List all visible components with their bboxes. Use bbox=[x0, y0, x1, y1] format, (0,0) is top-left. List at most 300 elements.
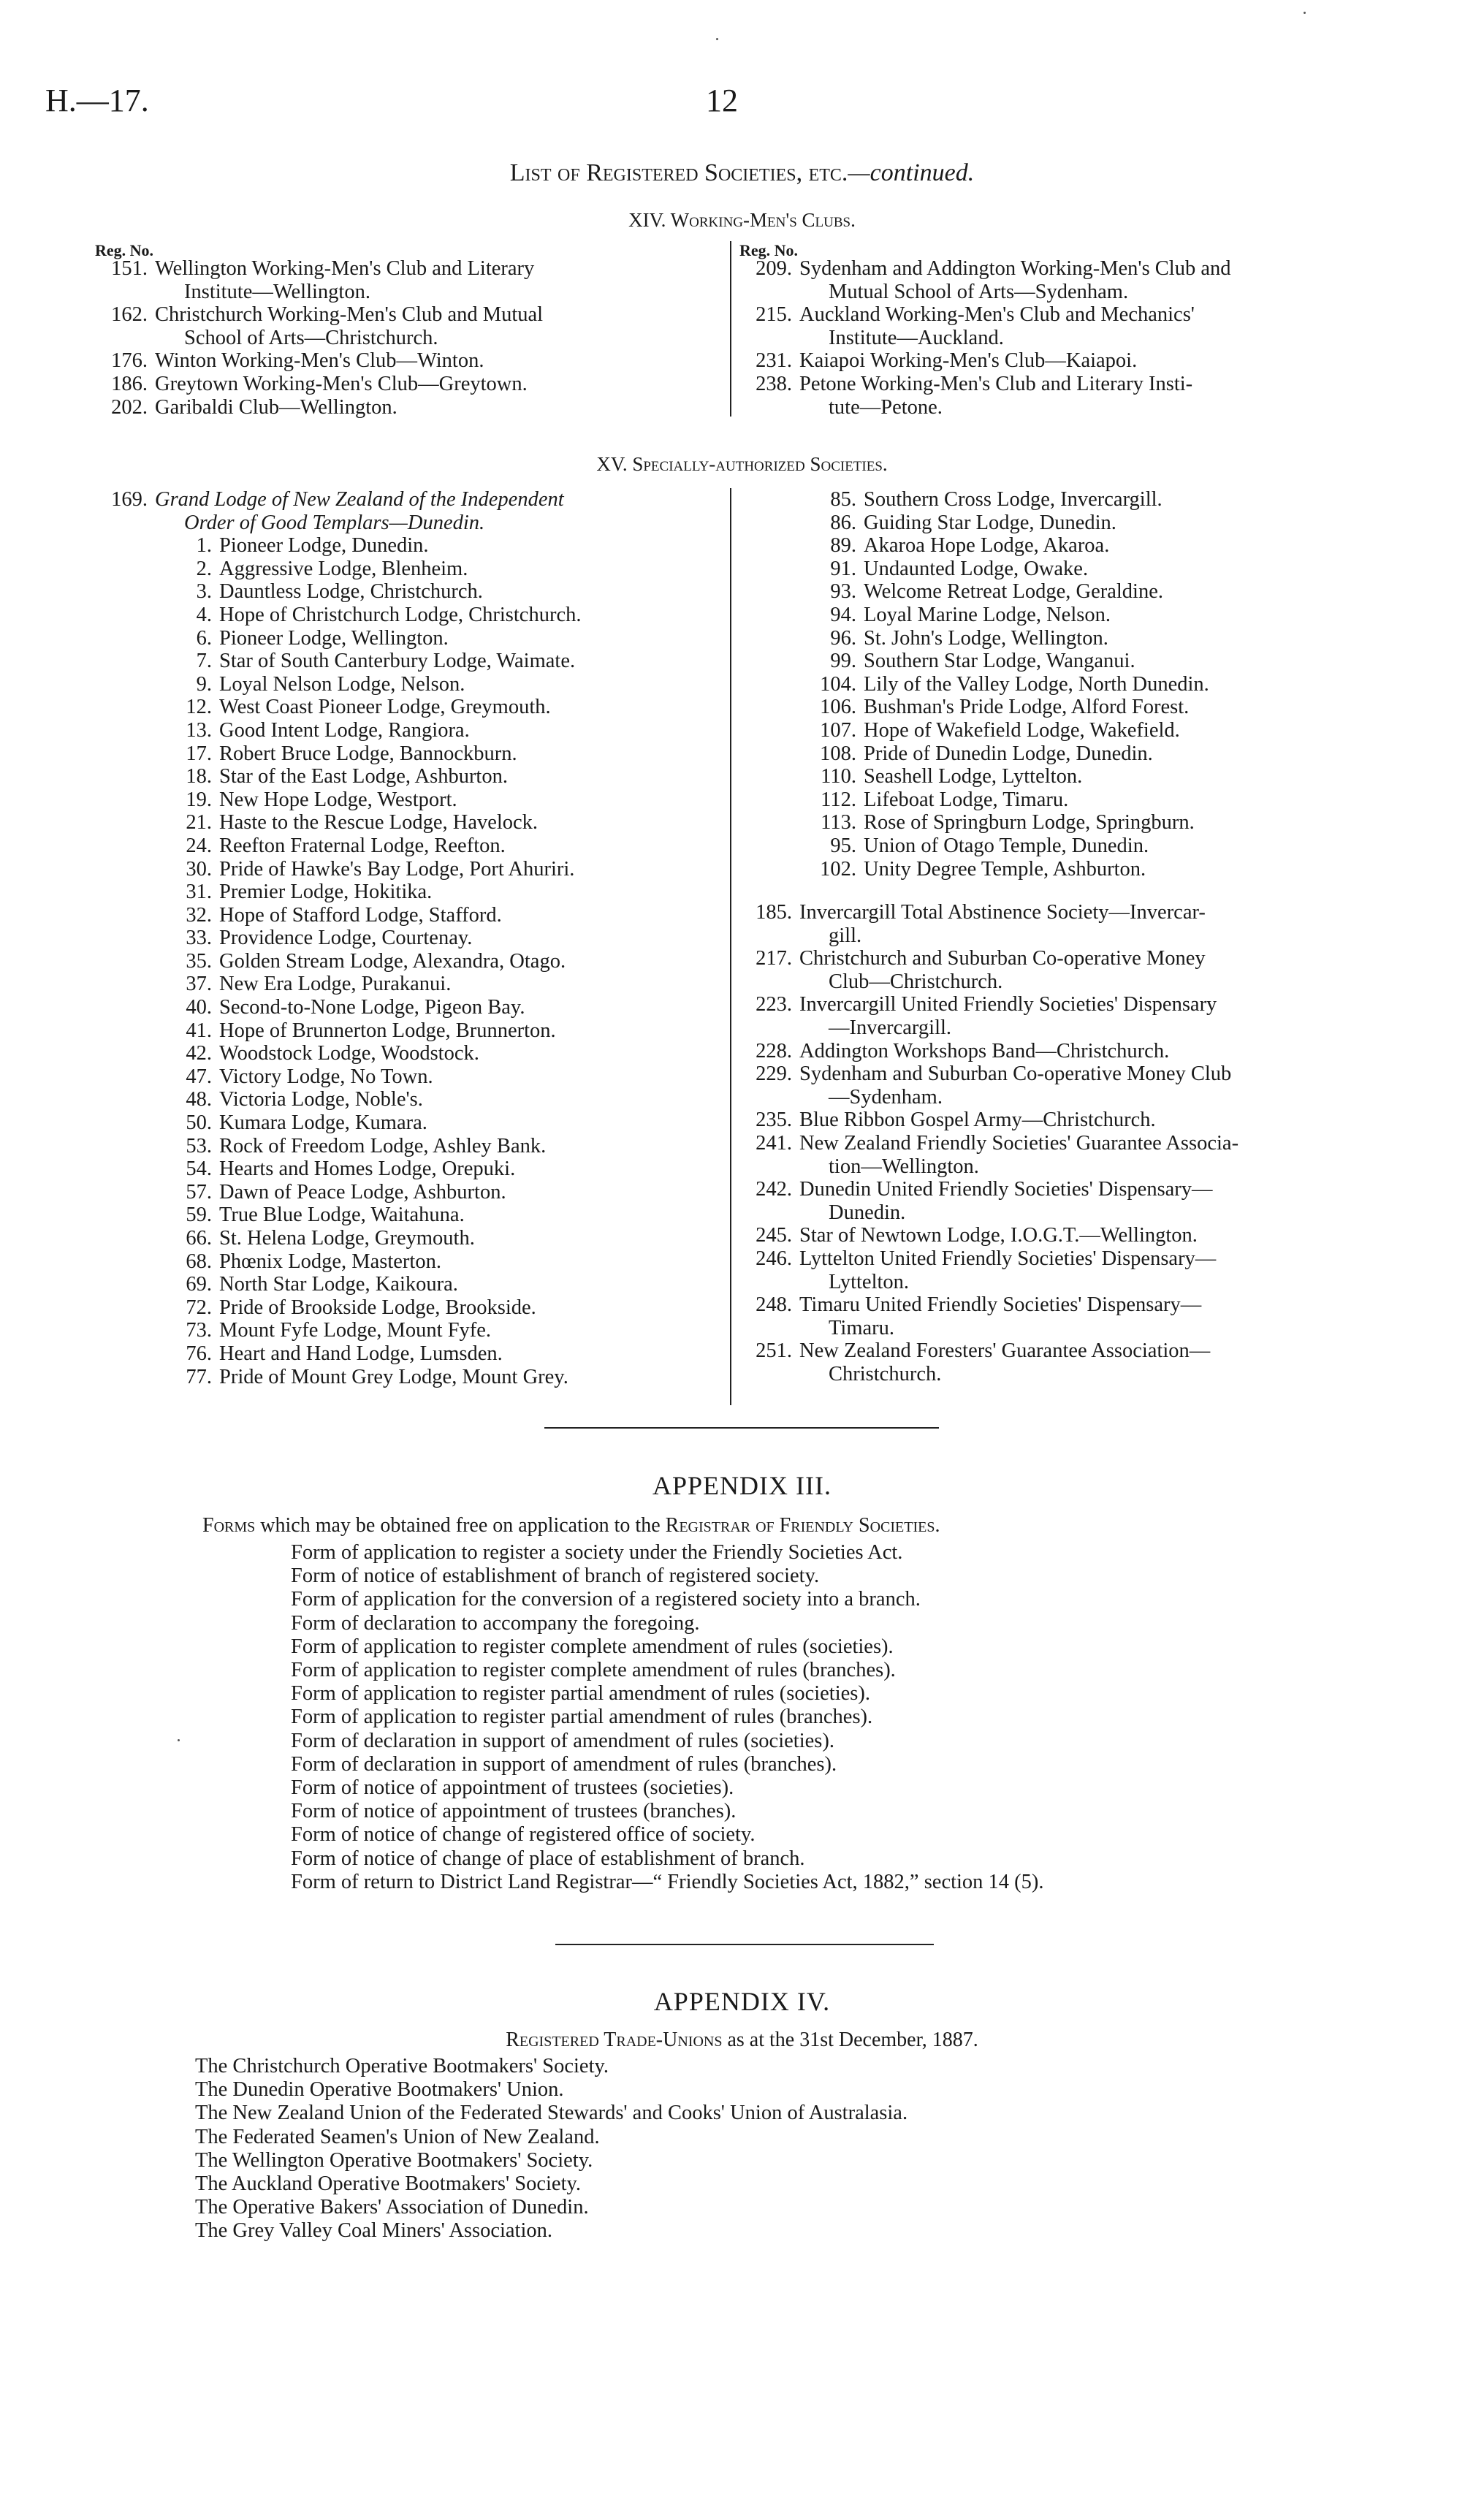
entry-text: Lily of the Valley Lodge, North Dunedin. bbox=[864, 672, 1209, 696]
list-item bbox=[95, 788, 731, 812]
reg-number: 169. bbox=[111, 488, 148, 511]
entry-text: Star of the East Lodge, Ashburton. bbox=[219, 765, 508, 788]
list-item bbox=[95, 1135, 731, 1158]
entry-text: Akaroa Hope Lodge, Akaroa. bbox=[864, 534, 1110, 558]
reg-number: 13. bbox=[186, 718, 212, 742]
entry-text: St. John's Lodge, Wellington. bbox=[864, 626, 1108, 650]
entry-text: Star of Newtown Lodge, I.O.G.T.—Wellington. bbox=[799, 1224, 1198, 1247]
reg-number bbox=[739, 281, 799, 304]
list-item bbox=[95, 834, 731, 858]
entry-text: Dauntless Lodge, Christchurch. bbox=[219, 580, 483, 604]
column-divider-xv bbox=[730, 488, 731, 1405]
scan-speck bbox=[178, 1739, 180, 1741]
form-item: Form of application to register partial amendment of rules (branches). bbox=[291, 1706, 873, 1729]
entry-text: Christchurch Working-Men's Club and Mutual bbox=[155, 303, 544, 327]
entry-text: Order of Good Templars—Dunedin. bbox=[184, 511, 485, 534]
union-item: The Federated Seamen's Union of New Zealand. bbox=[195, 2125, 600, 2148]
entry-text: Second-to-None Lodge, Pigeon Bay. bbox=[219, 996, 525, 1019]
entry-text: Institute—Auckland. bbox=[829, 326, 1004, 349]
reg-number: 40. bbox=[186, 996, 212, 1019]
entry-text: Golden Stream Lodge, Alexandra, Otago. bbox=[219, 949, 566, 973]
appendix-iii-title: APPENDIX III. bbox=[652, 1471, 832, 1500]
form-item: Form of declaration in support of amendment of rules (societies). bbox=[291, 1729, 834, 1752]
reg-number: 95. bbox=[830, 834, 856, 857]
list-item bbox=[739, 1339, 1397, 1363]
reg-number: 68. bbox=[186, 1250, 212, 1273]
intro-registered: Registered Trade-Unions bbox=[506, 2029, 723, 2051]
union-item: The New Zealand Union of the Federated Stewards' and Cooks' Union of Australasia. bbox=[195, 2102, 908, 2125]
list-item bbox=[739, 924, 1397, 948]
entry-text: Pride of Mount Grey Lodge, Mount Grey. bbox=[219, 1365, 568, 1388]
reg-number: 53. bbox=[186, 1134, 212, 1157]
reg-number: 33. bbox=[186, 927, 212, 950]
entry-text: Hope of Stafford Lodge, Stafford. bbox=[219, 903, 502, 927]
list-item bbox=[739, 650, 1397, 673]
reg-number: 99. bbox=[830, 650, 856, 673]
list-item bbox=[95, 1227, 731, 1250]
entry-text: Star of South Canterbury Lodge, Waimate. bbox=[219, 650, 576, 673]
list-item bbox=[95, 927, 731, 950]
reg-number bbox=[739, 327, 799, 350]
list-item bbox=[739, 1109, 1397, 1132]
list-title-suffix: —continued. bbox=[848, 159, 975, 186]
entry-text: Hope of Wakefield Lodge, Wakefield. bbox=[864, 718, 1180, 742]
reg-number: 242. bbox=[756, 1178, 792, 1201]
section-xiv-left-list bbox=[95, 257, 723, 419]
form-item: Form of application to register complete amendment of rules (branches). bbox=[291, 1659, 896, 1682]
form-item: Form of notice of appointment of trustees (branches). bbox=[291, 1800, 737, 1823]
entry-text: True Blue Lodge, Waitahuna. bbox=[219, 1204, 465, 1227]
section-xv-title: XV. Specially-authorized Societies. bbox=[596, 453, 888, 475]
list-item bbox=[95, 742, 731, 766]
entry-text: Pride of Hawke's Bay Lodge, Port Ahuriri. bbox=[219, 857, 575, 881]
reg-number: 102. bbox=[820, 857, 856, 881]
entry-text: Winton Working-Men's Club—Winton. bbox=[155, 349, 484, 373]
list-item bbox=[95, 281, 723, 304]
reg-number: 238. bbox=[756, 372, 792, 395]
intro-rest: as at the 31st December, 1887. bbox=[727, 2029, 978, 2051]
reg-number: 112. bbox=[821, 788, 856, 811]
reg-number: 186. bbox=[111, 372, 148, 395]
scan-speck bbox=[716, 38, 718, 40]
reg-number: 3. bbox=[196, 580, 212, 604]
list-item bbox=[739, 558, 1397, 581]
reg-number: 248. bbox=[756, 1293, 792, 1317]
reg-number: 245. bbox=[756, 1224, 792, 1247]
list-item bbox=[95, 1319, 731, 1342]
entry-text: Wellington Working-Men's Club and Literary bbox=[155, 257, 535, 280]
list-item bbox=[739, 788, 1397, 812]
list-item bbox=[739, 765, 1397, 788]
list-item bbox=[95, 1042, 731, 1065]
list-item bbox=[95, 904, 731, 927]
entry-text: Southern Cross Lodge, Invercargill. bbox=[864, 488, 1163, 511]
union-item: The Christchurch Operative Bootmakers' Society. bbox=[195, 2055, 609, 2077]
entry-text: Petone Working-Men's Club and Literary Insti- bbox=[799, 372, 1193, 395]
reg-number bbox=[739, 1201, 799, 1225]
appendix-iii-intro bbox=[202, 1514, 940, 1537]
entry-text: Phœnix Lodge, Masterton. bbox=[219, 1250, 441, 1273]
form-item: Form of application to register complete amendment of rules (societies). bbox=[291, 1635, 894, 1658]
entry-text: New Zealand Friendly Societies' Guarantee Associa- bbox=[799, 1132, 1239, 1155]
reg-number: 17. bbox=[186, 742, 212, 765]
reg-number: 86. bbox=[830, 511, 856, 534]
reg-number bbox=[739, 924, 799, 948]
list-item bbox=[95, 558, 731, 581]
list-item bbox=[739, 1016, 1397, 1040]
list-item bbox=[95, 349, 723, 373]
list-item bbox=[95, 627, 731, 650]
entry-text: Club—Christchurch. bbox=[829, 970, 1003, 993]
page-number: 12 bbox=[706, 83, 738, 118]
list-item bbox=[739, 1132, 1397, 1155]
form-item: Form of application for the conversion of a registered society into a branch. bbox=[291, 1588, 921, 1611]
entry-text: Bushman's Pride Lodge, Alford Forest. bbox=[864, 696, 1190, 719]
list-item bbox=[739, 1178, 1397, 1201]
entry-text: New Era Lodge, Purakanui. bbox=[219, 973, 452, 996]
reg-number: 48. bbox=[186, 1088, 212, 1111]
list-item bbox=[739, 742, 1397, 766]
list-item bbox=[95, 650, 731, 673]
reg-number bbox=[739, 970, 799, 994]
reg-number: 104. bbox=[820, 672, 856, 696]
list-item bbox=[739, 696, 1397, 719]
reg-number: 12. bbox=[186, 696, 212, 719]
reg-number: 113. bbox=[821, 811, 856, 834]
entry-text: Undaunted Lodge, Owake. bbox=[864, 557, 1089, 580]
entry-text: Guiding Star Lodge, Dunedin. bbox=[864, 511, 1116, 534]
list-item bbox=[95, 719, 731, 742]
entry-text: Sydenham and Suburban Co-operative Money Club bbox=[799, 1062, 1232, 1086]
union-item: The Wellington Operative Bootmakers' Society. bbox=[195, 2148, 593, 2172]
list-item bbox=[739, 1201, 1397, 1225]
reg-number bbox=[739, 1155, 799, 1179]
entry-text: Hearts and Homes Lodge, Orepuki. bbox=[219, 1157, 516, 1181]
reg-number: 6. bbox=[196, 626, 212, 650]
entry-text: Haste to the Rescue Lodge, Havelock. bbox=[219, 811, 539, 834]
reg-number: 110. bbox=[821, 765, 856, 788]
list-item bbox=[95, 1296, 731, 1320]
list-item bbox=[95, 1250, 731, 1274]
reg-number bbox=[739, 1086, 799, 1109]
entry-text: Heart and Hand Lodge, Lumsden. bbox=[219, 1342, 503, 1365]
section-xv-right-list bbox=[739, 488, 1397, 1386]
list-item bbox=[739, 627, 1397, 650]
reg-number: 57. bbox=[186, 1180, 212, 1204]
section-xv-left-list bbox=[95, 488, 731, 1388]
reg-number: 229. bbox=[756, 1062, 792, 1086]
form-item: Form of return to District Land Registrar—“ Friendly Societies Act, 1882,” section 14 (5). bbox=[291, 1870, 1044, 1893]
list-item bbox=[95, 327, 723, 350]
reg-number: 151. bbox=[111, 257, 148, 280]
list-item bbox=[739, 1317, 1397, 1340]
entry-text: Blue Ribbon Gospel Army—Christchurch. bbox=[799, 1109, 1156, 1132]
list-item bbox=[739, 1271, 1397, 1294]
entry-text: Auckland Working-Men's Club and Mechanics' bbox=[799, 303, 1195, 327]
list-item bbox=[739, 1247, 1397, 1271]
entry-text: Timaru United Friendly Societies' Dispensary— bbox=[799, 1293, 1202, 1317]
entry-text: Lyttelton United Friendly Societies' Dispensary— bbox=[799, 1247, 1217, 1270]
list-item bbox=[739, 512, 1397, 535]
list-item bbox=[739, 534, 1397, 558]
list-item bbox=[739, 580, 1397, 604]
entry-text: Timaru. bbox=[829, 1316, 895, 1339]
entry-text: Seashell Lodge, Lyttelton. bbox=[864, 765, 1083, 788]
entry-text: Woodstock Lodge, Woodstock. bbox=[219, 1042, 479, 1065]
list-item bbox=[95, 396, 723, 419]
list-item bbox=[739, 281, 1397, 304]
reg-number bbox=[95, 327, 155, 350]
entry-text: Dunedin. bbox=[829, 1201, 906, 1224]
entry-text: Mutual School of Arts—Sydenham. bbox=[829, 280, 1129, 303]
reg-number bbox=[739, 396, 799, 419]
reg-number: 94. bbox=[830, 603, 856, 626]
entry-text: Premier Lodge, Hokitika. bbox=[219, 881, 433, 904]
reg-number: 91. bbox=[830, 557, 856, 580]
reg-number: 21. bbox=[186, 811, 212, 834]
reg-number: 246. bbox=[756, 1247, 792, 1270]
reg-number: 32. bbox=[186, 903, 212, 927]
list-item bbox=[739, 257, 1397, 281]
forms-list bbox=[291, 1541, 1044, 1894]
trade-unions-list bbox=[195, 2055, 907, 2243]
reg-no-label-left: Reg. No. bbox=[95, 241, 154, 259]
entry-text: Dunedin United Friendly Societies' Dispensary— bbox=[799, 1178, 1213, 1201]
list-item bbox=[95, 580, 731, 604]
entry-text: Pioneer Lodge, Dunedin. bbox=[219, 534, 429, 558]
list-item bbox=[739, 811, 1397, 834]
reg-number bbox=[739, 1271, 799, 1294]
entry-text: —Invercargill. bbox=[829, 1016, 952, 1040]
entry-text: Victoria Lodge, Noble's. bbox=[219, 1088, 423, 1111]
reg-number bbox=[95, 281, 155, 304]
form-item: Form of notice of change of registered office of society. bbox=[291, 1823, 756, 1847]
list-item bbox=[95, 950, 731, 973]
reg-number: 108. bbox=[820, 742, 856, 765]
form-item: Form of application to register a society under the Friendly Societies Act. bbox=[291, 1541, 903, 1564]
entry-text: Kumara Lodge, Kumara. bbox=[219, 1111, 427, 1135]
reg-number: 2. bbox=[196, 557, 212, 580]
list-item bbox=[739, 993, 1397, 1016]
list-item bbox=[95, 1273, 731, 1296]
entry-text: Good Intent Lodge, Rangiora. bbox=[219, 718, 470, 742]
reg-number: 251. bbox=[756, 1339, 792, 1363]
reg-number: 96. bbox=[830, 626, 856, 650]
reg-number: 41. bbox=[186, 1019, 212, 1042]
reg-number: 76. bbox=[186, 1342, 212, 1365]
separator-rule bbox=[544, 1427, 939, 1429]
reg-number: 77. bbox=[186, 1365, 212, 1388]
list-item bbox=[95, 604, 731, 627]
reg-number: 31. bbox=[186, 881, 212, 904]
list-item bbox=[95, 1111, 731, 1135]
entry-text: North Star Lodge, Kaikoura. bbox=[219, 1273, 458, 1296]
reg-number: 231. bbox=[756, 349, 792, 373]
entry-text: Union of Otago Temple, Dunedin. bbox=[864, 834, 1149, 857]
reg-number: 69. bbox=[186, 1273, 212, 1296]
entry-text: Hope of Brunnerton Lodge, Brunnerton. bbox=[219, 1019, 556, 1042]
list-item bbox=[739, 1363, 1397, 1386]
list-item bbox=[95, 996, 731, 1019]
list-item bbox=[95, 673, 731, 696]
reg-number: 215. bbox=[756, 303, 792, 327]
entry-text: Hope of Christchurch Lodge, Christchurch. bbox=[219, 603, 582, 626]
entry-text: —Sydenham. bbox=[829, 1085, 943, 1109]
list-item bbox=[739, 1062, 1397, 1086]
list-item bbox=[95, 1204, 731, 1227]
appendix-iv-title: APPENDIX IV. bbox=[653, 1987, 831, 2016]
reg-number: 107. bbox=[820, 718, 856, 742]
list-item bbox=[95, 512, 731, 535]
entry-text: Loyal Nelson Lodge, Nelson. bbox=[219, 672, 465, 696]
form-item: Form of notice of appointment of trustees (societies). bbox=[291, 1776, 734, 1800]
reg-number: 54. bbox=[186, 1157, 212, 1181]
list-item bbox=[739, 1155, 1397, 1179]
entry-text: Pioneer Lodge, Wellington. bbox=[219, 626, 449, 650]
reg-number: 35. bbox=[186, 949, 212, 973]
list-item bbox=[739, 396, 1397, 419]
entry-text: Sydenham and Addington Working-Men's Club and bbox=[799, 257, 1231, 280]
entry-text: Victory Lodge, No Town. bbox=[219, 1065, 433, 1088]
column-divider bbox=[730, 241, 731, 417]
entry-text: Lyttelton. bbox=[829, 1270, 910, 1293]
reg-number: 19. bbox=[186, 788, 212, 811]
intro-middle: which may be obtained free on application to the bbox=[260, 1514, 661, 1537]
entry-text: Reefton Fraternal Lodge, Reefton. bbox=[219, 834, 506, 857]
list-item bbox=[95, 811, 731, 834]
list-item bbox=[739, 1224, 1397, 1247]
separator-rule-2 bbox=[555, 1944, 934, 1945]
entry-text: Dawn of Peace Lodge, Ashburton. bbox=[219, 1180, 506, 1204]
list-item bbox=[739, 1293, 1397, 1317]
form-item: Form of notice of change of place of establishment of branch. bbox=[291, 1847, 805, 1870]
reg-number: 217. bbox=[756, 947, 792, 970]
list-item bbox=[95, 257, 723, 281]
union-item: The Auckland Operative Bootmakers' Society. bbox=[195, 2172, 582, 2196]
list-item bbox=[95, 1181, 731, 1204]
entry-text: New Hope Lodge, Westport. bbox=[219, 788, 457, 811]
list-item bbox=[739, 719, 1397, 742]
entry-text: Southern Star Lodge, Wanganui. bbox=[864, 650, 1135, 673]
list-item bbox=[739, 327, 1397, 350]
reg-number: 241. bbox=[756, 1132, 792, 1155]
list-item bbox=[95, 881, 731, 904]
reg-number: 185. bbox=[756, 901, 792, 924]
entry-text: Unity Degree Temple, Ashburton. bbox=[864, 857, 1146, 881]
section-xiv-title: XIV. Working-Men's Clubs. bbox=[628, 209, 856, 231]
entry-text: gill. bbox=[829, 924, 862, 947]
list-item bbox=[739, 901, 1397, 924]
reg-number bbox=[95, 512, 155, 535]
entry-text: Grand Lodge of New Zealand of the Independent bbox=[155, 488, 564, 511]
list-item bbox=[95, 303, 723, 327]
reg-number: 72. bbox=[186, 1296, 212, 1319]
reg-number: 59. bbox=[186, 1204, 212, 1227]
entry-text: Kaiapoi Working-Men's Club—Kaiapoi. bbox=[799, 349, 1138, 373]
entry-text: tion—Wellington. bbox=[829, 1155, 979, 1178]
reg-number: 106. bbox=[820, 696, 856, 719]
reg-number: 89. bbox=[830, 534, 856, 558]
reg-number bbox=[739, 1317, 799, 1340]
reg-number: 93. bbox=[830, 580, 856, 604]
reg-number: 47. bbox=[186, 1065, 212, 1088]
list-item bbox=[739, 947, 1397, 970]
list-item bbox=[95, 973, 731, 996]
list-item bbox=[739, 1040, 1397, 1063]
reg-number: 162. bbox=[111, 303, 148, 327]
list-item bbox=[95, 1065, 731, 1089]
list-item bbox=[95, 696, 731, 719]
reg-number: 50. bbox=[186, 1111, 212, 1135]
form-item: Form of application to register partial amendment of rules (societies). bbox=[291, 1682, 871, 1706]
reg-number: 73. bbox=[186, 1319, 212, 1342]
entry-text: Aggressive Lodge, Blenheim. bbox=[219, 557, 468, 580]
entry-text: New Zealand Foresters' Guarantee Association— bbox=[799, 1339, 1211, 1363]
entry-text: West Coast Pioneer Lodge, Greymouth. bbox=[219, 696, 551, 719]
union-item: The Grey Valley Coal Miners' Association. bbox=[195, 2219, 553, 2243]
reg-number bbox=[739, 1363, 799, 1386]
list-item bbox=[95, 534, 731, 558]
entry-text: Loyal Marine Lodge, Nelson. bbox=[864, 603, 1111, 626]
reg-number: 30. bbox=[186, 857, 212, 881]
appendix-iv-intro bbox=[0, 2029, 1484, 2052]
entry-text: Christchurch. bbox=[829, 1362, 942, 1385]
entry-text: Christchurch and Suburban Co-operative Money bbox=[799, 947, 1206, 970]
list-item bbox=[739, 858, 1397, 881]
entry-text: St. Helena Lodge, Greymouth. bbox=[219, 1227, 475, 1250]
form-item: Form of declaration in support of amendment of rules (branches). bbox=[291, 1752, 837, 1776]
reg-number: 18. bbox=[186, 765, 212, 788]
entry-text: Rock of Freedom Lodge, Ashley Bank. bbox=[219, 1134, 547, 1157]
form-item: Form of notice of establishment of branch of registered society. bbox=[291, 1565, 820, 1588]
scan-speck bbox=[1304, 12, 1306, 14]
reg-number: 4. bbox=[196, 603, 212, 626]
entry-text: School of Arts—Christchurch. bbox=[184, 326, 438, 349]
union-item: The Operative Bakers' Association of Dunedin. bbox=[195, 2196, 589, 2219]
reg-number: 1. bbox=[196, 534, 212, 558]
entry-text: Greytown Working-Men's Club—Greytown. bbox=[155, 372, 528, 395]
intro-forms: Forms bbox=[202, 1514, 256, 1537]
list-item bbox=[739, 834, 1397, 858]
entry-text: tute—Petone. bbox=[829, 395, 943, 419]
entry-text: Providence Lodge, Courtenay. bbox=[219, 927, 473, 950]
entry-text: Robert Bruce Lodge, Bannockburn. bbox=[219, 742, 517, 765]
list-item bbox=[95, 373, 723, 396]
entry-text: Welcome Retreat Lodge, Geraldine. bbox=[864, 580, 1163, 604]
reg-number: 209. bbox=[756, 257, 792, 280]
list-item bbox=[95, 858, 731, 881]
union-item: The Dunedin Operative Bootmakers' Union. bbox=[195, 2078, 564, 2102]
list-title-main: List of Registered Societies, etc. bbox=[509, 159, 848, 186]
entry-text: Pride of Dunedin Lodge, Dunedin. bbox=[864, 742, 1153, 765]
list-gap bbox=[739, 881, 1397, 901]
entry-text: Institute—Wellington. bbox=[184, 280, 370, 303]
entry-text: Invercargill United Friendly Societies' Dispensary bbox=[799, 993, 1217, 1016]
entry-text: Rose of Springburn Lodge, Springburn. bbox=[864, 811, 1195, 834]
list-item bbox=[95, 1342, 731, 1366]
reg-number: 228. bbox=[756, 1039, 792, 1062]
list-item bbox=[739, 488, 1397, 512]
form-item: Form of declaration to accompany the foregoing. bbox=[291, 1611, 700, 1635]
entry-text: Garibaldi Club—Wellington. bbox=[155, 395, 397, 419]
entry-text: Invercargill Total Abstinence Society—Invercar- bbox=[799, 901, 1206, 924]
list-item bbox=[739, 349, 1397, 373]
section-xiv-right-list bbox=[739, 257, 1397, 419]
list-item bbox=[95, 1157, 731, 1181]
list-item bbox=[95, 1088, 731, 1111]
document-code: H.—17. bbox=[45, 83, 149, 118]
reg-number: 176. bbox=[111, 349, 148, 373]
